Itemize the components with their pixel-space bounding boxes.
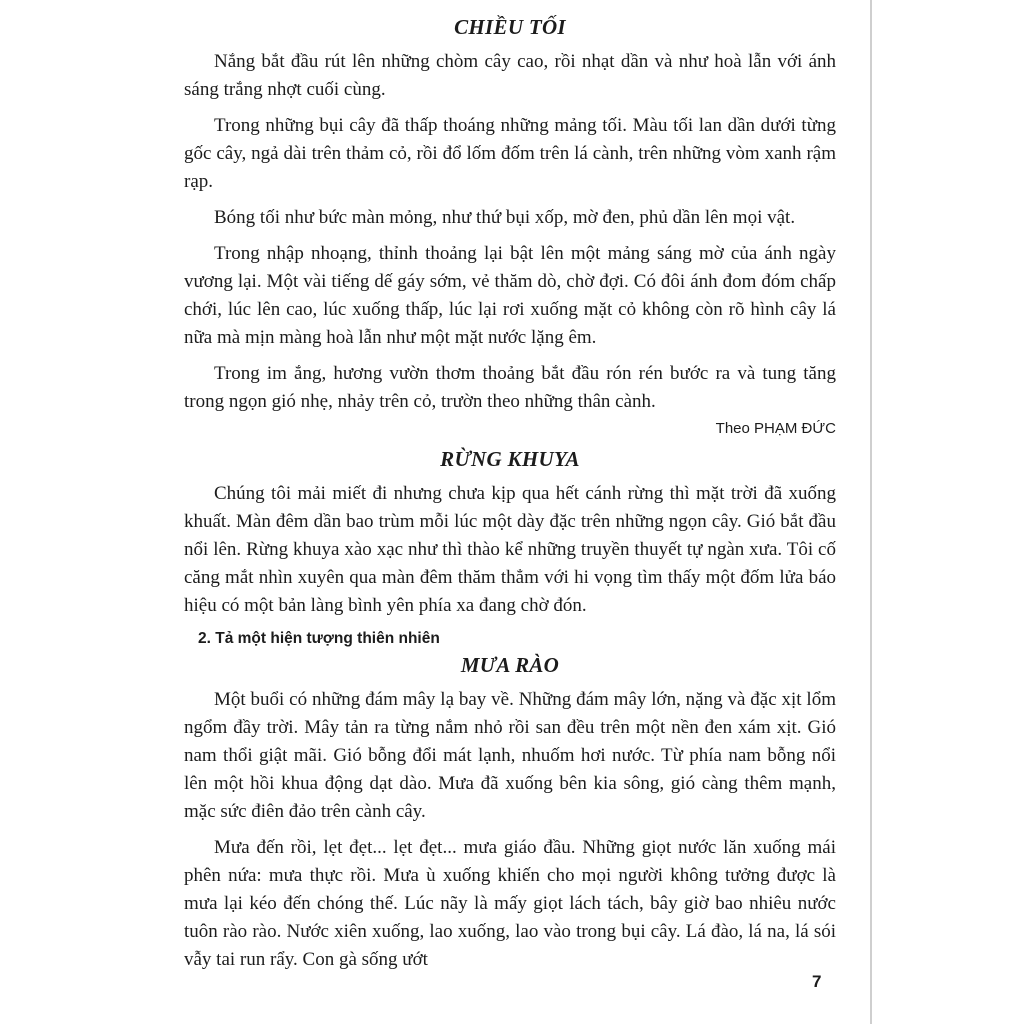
- story-title-rung-khuya: RỪNG KHUYA: [440, 447, 580, 471]
- paragraph: Trong những bụi cây đã thấp thoáng những mảng tối. Màu tối lan dần dưới từng gốc cây, ngả dài trên thảm cỏ, rồi đổ lốm đốm trên lá cành, trên những vòm xanh rậm rạp.: [184, 115, 836, 192]
- paragraph: Nắng bắt đầu rút lên những chòm cây cao, rồi nhạt dần và như hoà lẫn với ánh sáng trắng nhợt cuối cùng.: [184, 51, 836, 100]
- paragraph: Một buổi có những đám mây lạ bay về. Những đám mây lớn, nặng và đặc xịt lổm ngổm đầy trời. Mây tản ra từng nắm nhỏ rồi san đều trên một nền đen xám xịt. Gió nam thổi giật mãi. Gió bỗng đổi mát lạnh, nhuốm hơi nước. Từ phía nam bỗng nổi lên một hồi khua động dạt dào. Mưa đã xuống bên kia sông, gió càng thêm mạnh, mặc sức điên đảo trên cành cây.: [184, 689, 836, 822]
- paragraph: Bóng tối như bức màn mỏng, như thứ bụi xốp, mờ đen, phủ dần lên mọi vật.: [214, 207, 796, 228]
- story-title-mua-rao: MƯA RÀO: [460, 653, 560, 677]
- paragraph: Trong nhập nhoạng, thỉnh thoảng lại bật lên một mảng sáng mờ của ánh ngày vương lại. Một vài tiếng dế gáy sớm, vẻ thăm dò, chờ đợi. Có đôi ánh đom đóm chấp chới, lúc lên cao, lúc xuống thấp, lúc lại rơi xuống mặt cỏ không còn rõ hình cây lá nữa mà mịn màng hoà lẫn như một mặt nước lặng êm.: [184, 243, 836, 348]
- story-title-chieu-toi: CHIỀU TỐI: [454, 15, 566, 39]
- paragraph: Mưa đến rồi, lẹt đẹt... lẹt đẹt... mưa giáo đầu. Những giọt nước lăn xuống mái phên nứa: mưa thực rồi. Mưa ù xuống khiến cho mọi người không tưởng được là mưa lại kéo đến chóng thế. Lúc nãy là mấy giọt lách tách, bây giờ bao nhiêu nước tuôn rào rào. Nước xiên xuống, lao xuống, lao vào trong bụi cây. Lá đào, lá na, lá sói vẫy tai run rẩy. Con gà sống ướt: [184, 837, 836, 970]
- page-content: [184, 14, 836, 982]
- paragraph: Trong im ắng, hương vườn thơm thoảng bắt đầu rón rén bước ra và tung tăng trong ngọn gió nhẹ, nhảy trên cỏ, trườn theo những thân cành.: [184, 363, 836, 412]
- paragraph: Chúng tôi mải miết đi nhưng chưa kịp qua hết cánh rừng thì mặt trời đã xuống khuất. Màn đêm dần bao trùm mỗi lúc một dày đặc trên những ngọn cây. Gió bắt đầu nổi lên. Rừng khuya xào xạc như thì thào kể những truyền thuyết tự ngàn xưa. Tôi cố căng mắt nhìn xuyên qua màn đêm thăm thẳm với hi vọng tìm thấy một đốm lửa báo hiệu có một bản làng bình yên phía xa đang chờ đón.: [184, 483, 836, 616]
- page-number: 7: [812, 972, 822, 991]
- section-heading: 2. Tả một hiện tượng thiên nhiên: [198, 630, 440, 647]
- author-credit: Theo PHẠM ĐỨC: [715, 420, 836, 437]
- page-edge-divider: [870, 0, 872, 1024]
